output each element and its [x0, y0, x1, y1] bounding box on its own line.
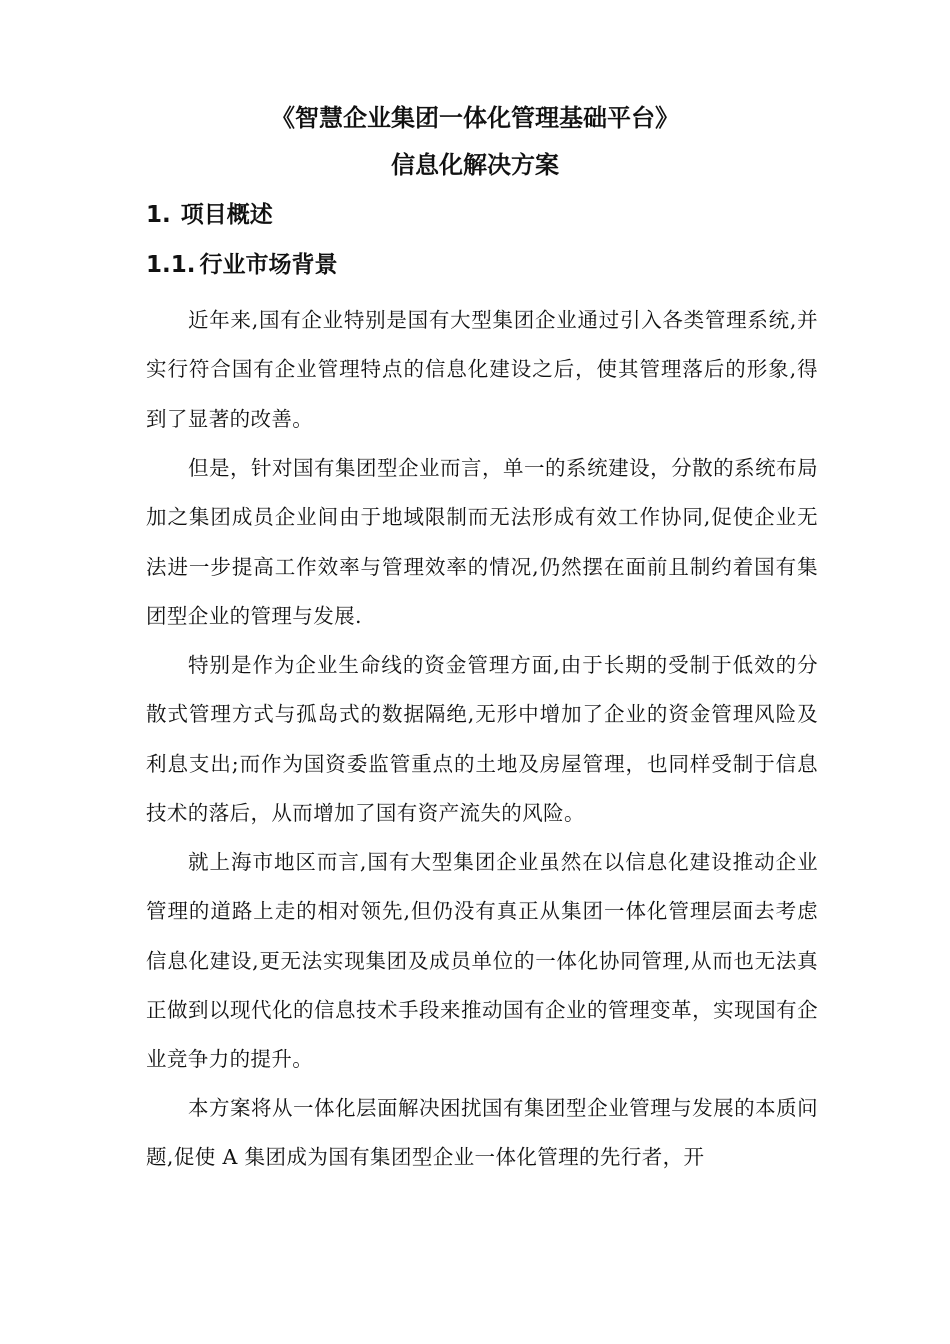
paragraph-1: 近年来,国有企业特别是国有大型集团企业通过引入各类管理系统,并实行符合国有企业管理特点的信息化建设之后，使其管理落后的形象,得到了显著的改善。: [146, 308, 818, 431]
section-title: 项目概述: [180, 202, 273, 228]
paragraph-2: 但是，针对国有集团型企业而言，单一的系统建设，分散的系统布局加之集团成员企业间由于地域限制而无法形成有效工作协同,促使企业无法进一步提高工作效率与管理效率的情况,仍然摆在面前且制约着国有集团型企业的管理与发展.: [146, 456, 818, 628]
document-title: 《智慧企业集团一体化管理基础平台》: [271, 104, 679, 132]
section-number: 1.1.: [146, 252, 196, 278]
document-subtitle: 信息化解决方案: [391, 151, 559, 179]
paragraph-5: 本方案将从一体化层面解决困扰国有集团型企业管理与发展的本质问题,促使 A 集团成为国有集团型企业一体化管理的先行者，开: [146, 1096, 818, 1170]
section-heading-1-1: [146, 250, 337, 280]
paragraph-3: 特别是作为企业生命线的资金管理方面,由于长期的受制于低效的分散式管理方式与孤岛式的数据隔绝,无形中增加了企业的资金管理风险及利息支出;而作为国资委监管重点的土地及房屋管理，也同样受制于信息技术的落后，从而增加了国有资产流失的风险。: [146, 653, 818, 825]
section-number: 1.: [146, 202, 171, 228]
section-title: 行业市场背景: [199, 252, 338, 278]
section-heading-1: [146, 200, 273, 230]
paragraph-4: 就上海市地区而言,国有大型集团企业虽然在以信息化建设推动企业管理的道路上走的相对领先,但仍没有真正从集团一体化管理层面去考虑信息化建设,更无法实现集团及成员单位的一体化协同管理,从而也无法真正做到以现代化的信息技术手段来推动国有企业的管理变革，实现国有企业竞争力的提升。: [146, 850, 818, 1072]
